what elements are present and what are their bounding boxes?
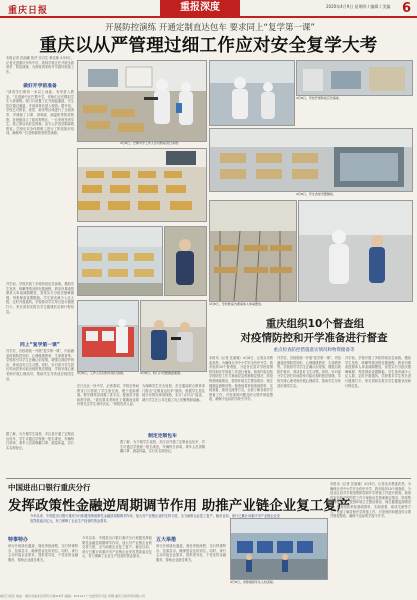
left-body-4: 据了解，为方便学生返校，多区县开通了定制直达包车，学生可通过学校统一报名乘坐，车辆每日消毒，乘车人员须佩戴口罩、测量体温，实行实名制登记。 [6, 432, 74, 450]
right-headline-line-1: 重庆组织10个督查组 [265, 318, 365, 330]
left-body-2: 开学前，学校开展了多轮防疫应急演练，模拟学生发热、咳嗽等情况的处置流程。教室内课桌按照单人单桌间隔摆放，食堂实行分批次错峰就餐，每张餐桌设置隔板。学生宿舍减少入住人数，定时开窗通风。学校要求学生每日进行健康打卡，家长须如实报告学生健康状况和行程信息。 [6, 282, 74, 314]
caption-7: 4月8日，老师模拟学生入校流程。 [230, 580, 276, 584]
photo-right-5 [298, 200, 413, 302]
photo-temperature-check [140, 300, 207, 372]
right-body-col-1: 本报讯（记者 匡丽娜）4月8日，记者从市教委获悉，为确保全市中小学安全有序开学，我市组织10个督查组，分赴各区县对学校疫情防控和开学准备工作进行督查。督查内容包括学校防控工作方案和应急预案制定情况、防疫物资储备情况、校园环境卫生整治情况、师生健康监测情况等。督查组将采取查阅资料、实地查看、座谈交流等方式，全面了解各校开学准备工作，对发现的问题及时反馈并督促整改，确保不达标的学校不开学。 [209, 356, 273, 402]
photo-right-3 [209, 128, 413, 192]
photo-classroom-desks [77, 148, 207, 222]
left-body-3: 开学后，各校将统一开展“复学第一课”，内容涵盖疫情防控知识、心理健康教育、生命教育等。学校将引导学生正确认识疫情，增强自我防护意识，养成良好卫生习惯。同时，针对部分学生因长时间居家可能出现的焦虑情绪，学校安排心理老师开展心理疏导，帮助学生尽快适应校园生活。 [6, 349, 74, 381]
right-deck: 重点检查防控措施落实情况和物资储备等 [273, 348, 355, 353]
bottom-body-2: 今年以来，中国进出口银行重庆分行积极发挥政策性金融逆周期调节作用，加大对产业链企业的支持力度，全力助推企业复工复产。截至目前，该行已累计向重庆市产业链企业发放贷款逾百亿元，有力保障了企业生产经营的资金需求。 [82, 536, 152, 559]
bottom-subhead-1: 特事特办 [8, 537, 29, 543]
right-body-col-2: 开学后，各校将统一开展“复学第一课”，内容涵盖疫情防控知识、心理健康教育、生命教育等。学校将引导学生正确认识疫情，增强自我防护意识，养成良好卫生习惯。同时，针对部分学生因长时间居家可能出现的焦虑情绪，学校安排心理老师开展心理疏导，帮助学生尽快适应校园生活。 [277, 356, 341, 388]
photo-factory [230, 518, 328, 580]
left-subhead-2: 同上“复学第一课” [20, 343, 60, 348]
photo-classroom-disinfection [77, 60, 207, 142]
caption-4: 4月8日，学校教室内课桌单人单桌摆放。 [209, 302, 264, 306]
bottom-subhead-3: 五大举措 [156, 537, 177, 543]
center-body-3: 据了解，为方便学生返校，多区县开通了定制直达包车，学生可通过学校统一报名乘坐，车辆每日消毒，乘车人员须佩戴口罩、测量体温，实行实名制登记。 [120, 440, 205, 454]
date-info: 2020年4月9日 星期四 / 编辑 / 美编 [326, 4, 391, 9]
center-subhead: 制定定制包车 [148, 434, 177, 439]
bottom-body-3: 该行开辟绿色通道，简化审批流程，实行特事特办、急事急办，确保资金及时到位。同时，该行主动对接企业需求，提供差异化、个性化的金融服务，帮助企业渡过难关。 [156, 544, 226, 562]
left-subhead-1: 做好开学前准备 [23, 84, 57, 89]
left-intro: 本报记者 匡丽娜 张莎 实习生 黄佳敏 4月8日，记者走进重庆多所中学，看到学校正在开展全面消杀、防疫演练，为即将到来的开学做好准备工作。 [6, 56, 74, 74]
page-number: 6 [402, 1, 412, 16]
right-headline-line-2: 对疫情防控和开学准备进行督查 [240, 332, 388, 344]
photo-right-4 [209, 200, 297, 302]
caption-6: 4月8日，校门口设置测温通道。 [140, 371, 183, 375]
footer: 重庆日报社 地址：重庆市渝北区同茂大道416号 邮编：401147 广告经营许可证 印刷 重庆日报印务有限公司 [0, 594, 145, 598]
section-tab: 重报深度 [160, 0, 240, 16]
right-body-col-3: 开学前，学校开展了多轮防疫应急演练，模拟学生发热、咳嗽等情况的处置流程。教室内课桌按照单人单桌间隔摆放，食堂实行分批次错峰就餐，每张餐桌设置隔板。学生宿舍减少入住人数，定时开窗通风。学校要求学生每日进行健康打卡，家长须如实报告学生健康状况和行程信息。 [345, 356, 411, 388]
photo-disinfect-bus [77, 300, 139, 372]
caption-2: 4月8日，学校开展防疫应急演练。 [296, 96, 342, 100]
photo-right-2 [296, 60, 413, 96]
center-body-1: 在江北区一所中学，记者看到，学校在每间教室门口张贴了学生座位表，便于追踪溯源。教学楼每层设置了洗手点，配备洗手液和擦手纸。“我们要求老师在上课期间也要时刻关注学生身体状况。”该校负责人说。 [77, 384, 139, 407]
masthead-rule [0, 16, 417, 18]
main-headline: 重庆以从严管理过细工作应对安全复学大考 [39, 36, 378, 56]
photo-right-1 [209, 60, 295, 126]
caption-1: 4月8日，巴蜀中学工作人员对教室进行消毒。 [120, 141, 181, 145]
left-body-1: “请同学们保持一米以上间距，有序进入教室。”走进渝中区巴蜀中学，老师们正在模拟学生入校流程。校门口设置了红外测温通道，学生依次通过测温、手部消毒后进入校园。据介绍，学校已对教室、食堂、宿舍等区域进行了全面消杀，并储备了口罩、消毒液、测温枪等防疫物资。各班级设立了临时观察区，一旦发现发热学生，将立即启动应急预案，由专人护送至隔离观察室。学校还对全体教职工进行了防疫知识培训，确保每一位老师都熟悉防控流程。 [6, 90, 74, 136]
center-body-2: 为保障学生安全返校，市交通局联合教育部门推出“定制直达包车”服务，根据学生居住地分布情况规划线路，实行“点对点”接送，减少学生在公共交通工具上的聚集和接触。 [142, 384, 205, 402]
section-divider [6, 478, 411, 479]
caption-3: 4月8日，学生食堂设置隔板。 [296, 192, 336, 196]
kicker: 开展防控演练 开通定制直达包车 要求同上“复学第一课” [105, 23, 315, 33]
photo-teacher [164, 226, 207, 296]
bottom-right-body: 本报讯（记者 匡丽娜）4月8日，记者从市教委获悉，为确保全市中小学安全有序开学，我市组织10个督查组，分赴各区县对学校疫情防控和开学准备工作进行督查。督查内容包括学校防控工作方案和应急预案制定情况、防疫物资储备情况、校园环境卫生整治情况、师生健康监测情况等。督查组将采取查阅资料、实地查看、座谈交流等方式，全面了解各校开学准备工作，对发现的问题及时反馈并督促整改，确保不达标的学校不开学。 [330, 482, 411, 519]
photo-canteen [77, 226, 163, 296]
bottom-intro: 今年以来，中国进出口银行重庆分行积极发挥政策性金融逆周期调节作用，加大对产业链企业的支持力度，全力助推企业复工复产。截至目前，该行已累计向重庆市产业链企业发放贷款逾百亿元，有力保障了企业生产经营的资金需求。 [30, 514, 280, 523]
caption-5: 4月8日，工作人员对校车进行消毒。 [77, 371, 126, 375]
newspaper-logo: 重庆日报 [8, 6, 49, 16]
bottom-headline: 发挥政策性金融逆周期调节作用 助推产业链企业复工复产 [8, 498, 351, 514]
bottom-body-1: 该行开辟绿色通道，简化审批流程，实行特事特办、急事急办，确保资金及时到位。同时，该行主动对接企业需求，提供差异化、个性化的金融服务，帮助企业渡过难关。 [8, 544, 78, 562]
bottom-kicker: 中国进出口银行重庆分行 [8, 483, 91, 492]
